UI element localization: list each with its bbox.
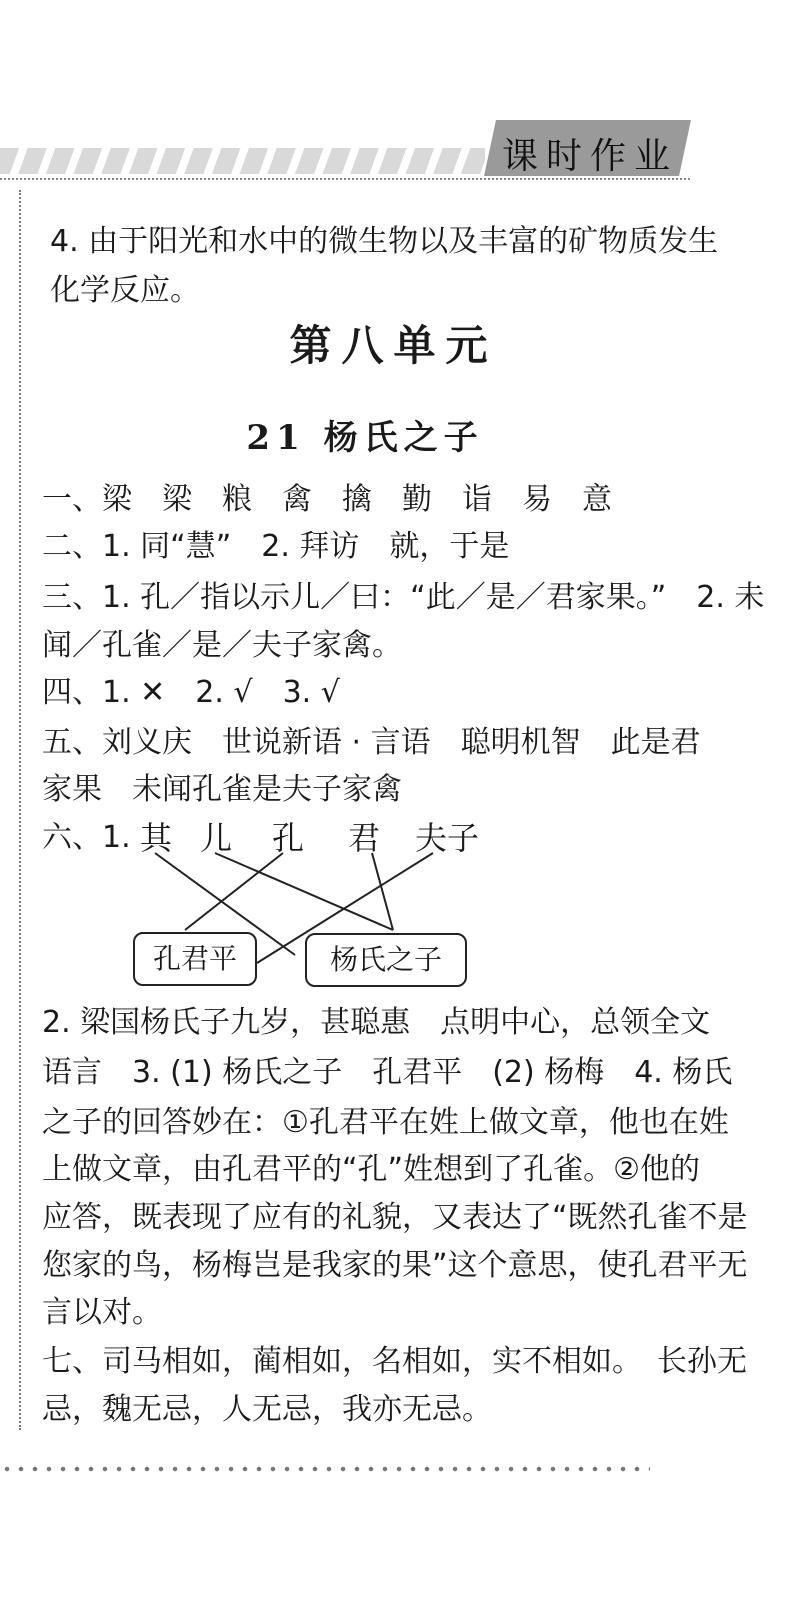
- answer-p5: 应答，既表现了应有的礼貌，又表达了“既然孔雀不是: [42, 1200, 748, 1235]
- text-line: 4. 由于阳光和水中的微生物以及丰富的矿物质发生: [50, 224, 719, 259]
- answer-p4: 上做文章，由孔君平的“孔”姓想到了孔雀。②他的: [42, 1152, 700, 1187]
- answer-q7-cont: 忌，魏无忌，人无忌，我亦无忌。: [42, 1392, 492, 1427]
- match-box-yangshizhizi: 杨氏之子: [305, 933, 467, 987]
- answer-q4: 四、1. ✕ 2. √ 3. √: [42, 675, 340, 710]
- header-tag: 课时作业: [501, 136, 678, 177]
- match-word-jun: 君: [348, 819, 381, 857]
- answer-p6: 您家的鸟，杨梅岂是我家的果”这个意思，使孔君平无: [42, 1248, 748, 1283]
- answer-p7: 言以对。: [42, 1295, 162, 1330]
- lesson-title: 21 杨氏之子: [246, 418, 484, 458]
- match-box-kongjunping: 孔君平: [133, 932, 257, 986]
- unit-title: 第八单元: [289, 321, 498, 370]
- answer-q3: 三、1. 孔／指以示儿／曰：“此／是／君家果。” 2. 未: [42, 580, 765, 615]
- match-word-fuzi: 夫子: [415, 819, 480, 857]
- answer-p3: 之子的回答妙在：①孔君平在姓上做文章，他也在姓: [42, 1105, 729, 1140]
- match-word-kong: 孔: [272, 819, 305, 857]
- match-word-er: 儿: [200, 819, 233, 857]
- answer-q1: 一、梁 梁 粮 禽 擒 勤 诣 易 意: [42, 482, 612, 517]
- answer-q2: 二、1. 同“慧” 2. 拜访 就，于是: [42, 529, 510, 564]
- answer-q6-prefix: 六、1.: [42, 820, 131, 855]
- answer-q5: 五、刘义庆 世说新语 · 言语 聪明机智 此是君: [42, 725, 701, 760]
- answer-p2: 语言 3. (1) 杨氏之子 孔君平 (2) 杨梅 4. 杨氏: [42, 1055, 733, 1090]
- answer-p1: 2. 梁国杨氏子九岁，甚聪惠 点明中心，总领全文: [42, 1005, 711, 1040]
- answer-q3-cont: 闻／孔雀／是／夫子家禽。: [42, 628, 402, 663]
- footer-dot-border: [0, 1462, 650, 1476]
- answer-q5-cont: 家果 未闻孔雀是夫子家禽: [42, 772, 402, 807]
- text-line: 化学反应。: [50, 273, 200, 308]
- match-word-qi: 其: [140, 819, 173, 857]
- answer-q7: 七、司马相如，蔺相如，名相如，实不相如。 长孙无: [42, 1344, 747, 1379]
